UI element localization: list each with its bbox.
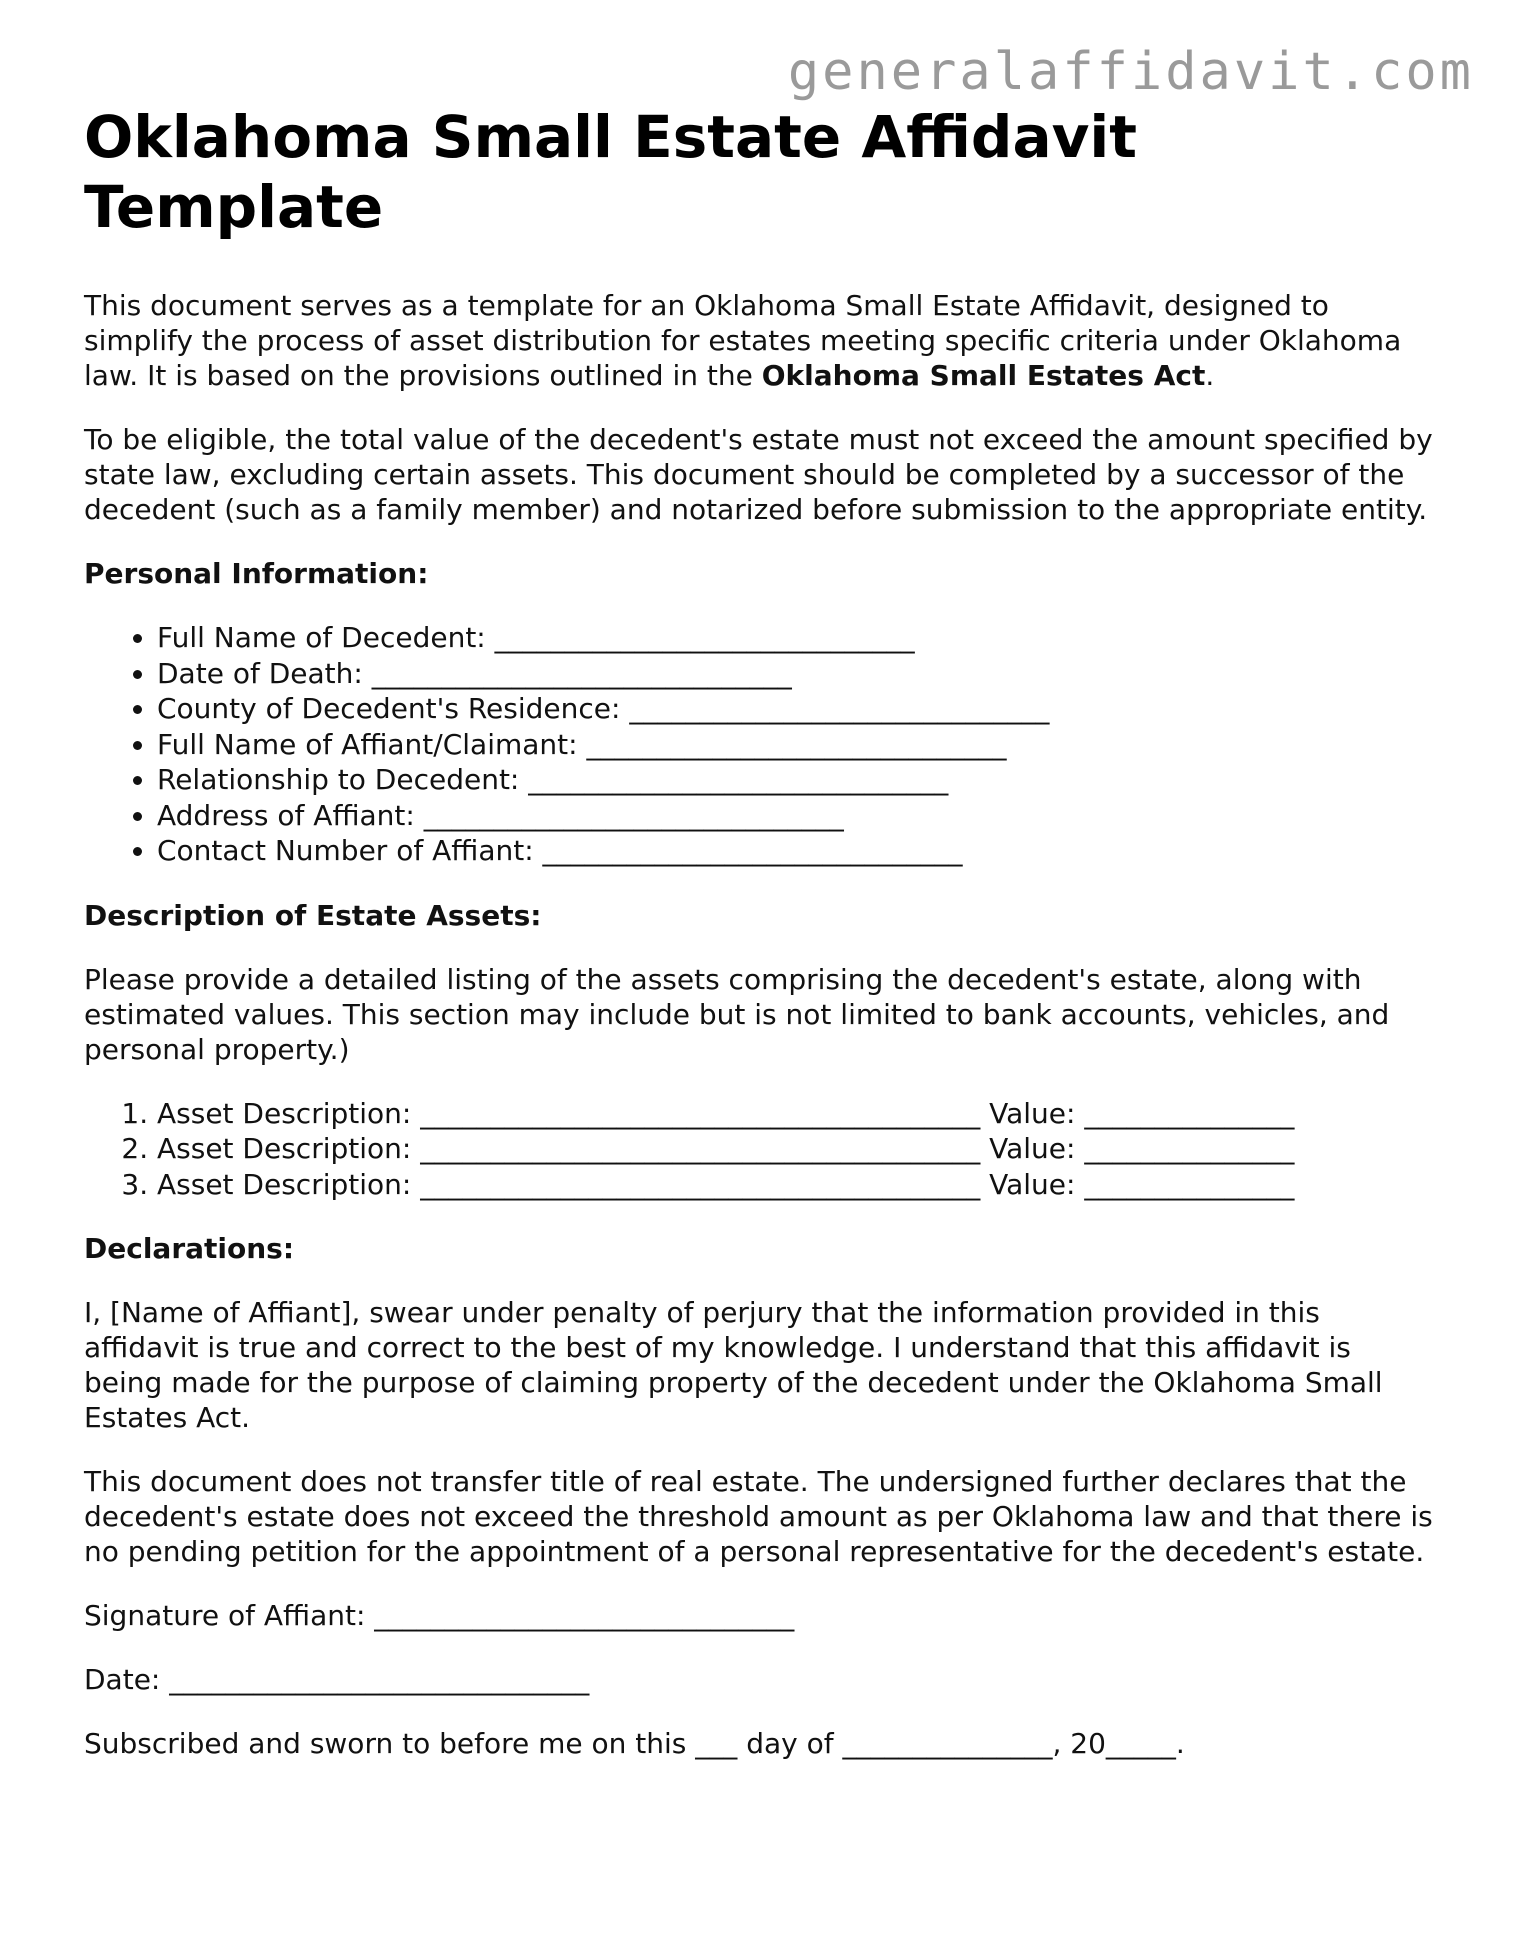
declaration-further: This document does not transfer title of real estate. The undersigned further declares that the decedent's estate does not exceed the threshold amount as per Oklahoma law and that there is no pending petition for the appointment of a personal representative for the decedent's estate.: [84, 1465, 1433, 1568]
list-item: • County of Decedent's Residence: ______________________________: [157, 691, 1434, 727]
intro-end: .: [1205, 359, 1215, 392]
list-item: • Full Name of Affiant/Claimant: ______________________________: [157, 727, 1434, 763]
signature-line: Signature of Affiant: ______________________________: [84, 1599, 795, 1632]
document-title: Oklahoma Small Estate Affidavit Template: [84, 103, 1138, 241]
document-body: [84, 102, 1434, 1761]
list-item: • Contact Number of Affiant: ______________________________: [157, 833, 1434, 869]
list-item: • Date of Death: ______________________________: [157, 656, 1434, 692]
eligibility-paragraph: To be eligible, the total value of the decedent's estate must not exceed the amount specified by state law, excluding certain assets. This document should be completed by a successor of the decedent (such as a family member) and notarized before submission to the appropriate entity.: [84, 423, 1433, 526]
list-item: 2. Asset Description: ________________________________________ Value: _______________: [157, 1131, 1434, 1167]
intro-paragraph: [84, 288, 1434, 393]
declarations-heading: Declarations:: [84, 1232, 295, 1265]
list-item: 3. Asset Description: ________________________________________ Value: _______________: [157, 1167, 1434, 1203]
personal-info-heading: Personal Information:: [84, 557, 429, 590]
watermark: generalaffidavit.com: [787, 42, 1474, 102]
list-item: 1. Asset Description: ________________________________________ Value: _______________: [157, 1096, 1434, 1132]
assets-instructions: Please provide a detailed listing of the assets comprising the decedent's estate, along with estimated values. This section may include but is not limited to bank accounts, vehicles, and personal property.): [84, 962, 1390, 1066]
sworn-line: Subscribed and sworn to before me on this ___ day of _______________, 20_____.: [84, 1727, 1185, 1760]
date-line: Date: ______________________________: [84, 1663, 590, 1696]
declaration-statement: I, [Name of Affiant], swear under penalty of perjury that the information provided in this affidavit is true and correct to the best of my knowledge. I understand that this affidavit is being made for the purpose of claiming property of the decedent under the Oklahoma Small Estates Act.: [84, 1296, 1383, 1434]
list-item: • Relationship to Decedent: ______________________________: [157, 762, 1434, 798]
act-name: Oklahoma Small Estates Act: [761, 359, 1206, 392]
list-item: • Address of Affiant: ______________________________: [157, 798, 1434, 834]
list-item: • Full Name of Decedent: ______________________________: [157, 620, 1434, 656]
intro-text: This document serves as a template for an Oklahoma Small Estate Affidavit, designed to simplify the process of asset distribution for estates meeting specific criteria under Oklahoma law. It is based on the provisions outlined in the: [84, 289, 1402, 392]
assets-heading: Description of Estate Assets:: [84, 898, 542, 932]
personal-info-list: [84, 620, 1434, 869]
assets-list: [84, 1096, 1434, 1203]
